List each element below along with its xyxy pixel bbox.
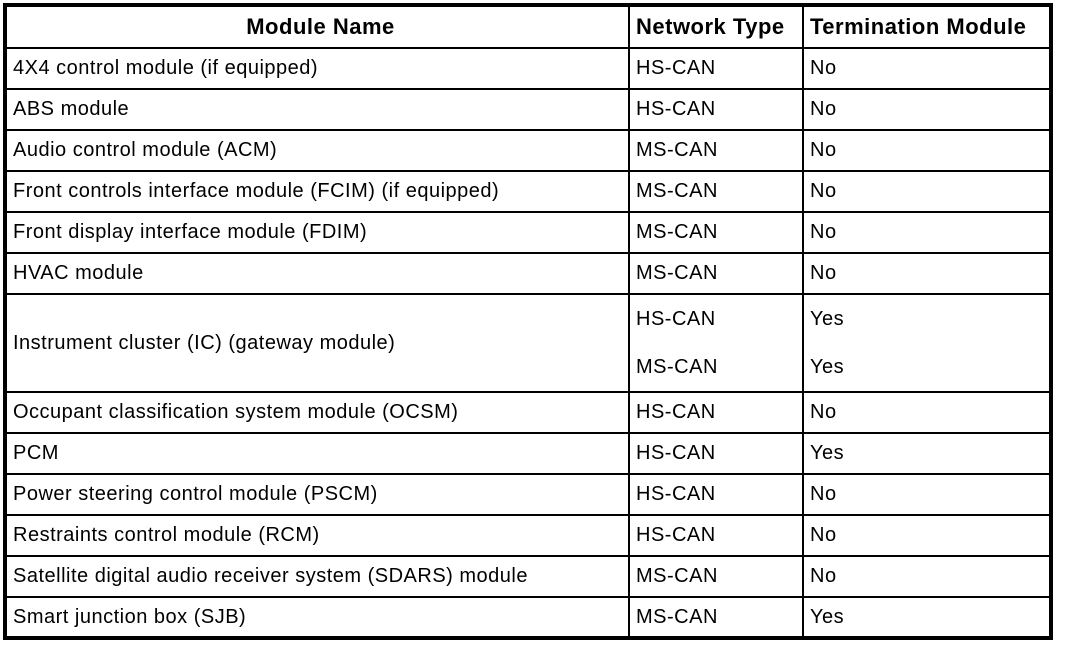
cell-line: HS-CAN xyxy=(636,307,716,330)
cell-line: HS-CAN xyxy=(636,524,716,546)
module-name-cell: Satellite digital audio receiver system (SDARS) module xyxy=(5,556,629,597)
network-type-cell xyxy=(629,130,803,171)
module-name-cell: 4X4 control module (if equipped) xyxy=(5,48,629,89)
module-name-cell: Instrument cluster (IC) (gateway module) xyxy=(5,294,629,392)
table-row xyxy=(5,171,1051,212)
module-name-cell: Smart junction box (SJB) xyxy=(5,597,629,638)
module-name-cell: HVAC module xyxy=(5,253,629,294)
module-name-cell: ABS module xyxy=(5,89,629,130)
table-row xyxy=(5,294,1051,392)
termination-module-cell xyxy=(803,474,1051,515)
table-row xyxy=(5,597,1051,638)
cell-line: MS-CAN xyxy=(636,180,718,202)
table-row xyxy=(5,433,1051,474)
module-name-cell: Occupant classification system module (OCSM) xyxy=(5,392,629,433)
cell-line: No xyxy=(810,221,837,243)
cell-line: No xyxy=(810,524,837,546)
network-type-cell xyxy=(629,294,803,392)
network-type-cell xyxy=(629,253,803,294)
cell-line: MS-CAN xyxy=(636,221,718,243)
cell-line: No xyxy=(810,565,837,587)
cell-line: HS-CAN xyxy=(636,98,716,120)
cell-line: Yes xyxy=(810,307,845,330)
table-row xyxy=(5,212,1051,253)
header-row xyxy=(5,5,1051,48)
network-type-cell xyxy=(629,89,803,130)
module-name-cell: Restraints control module (RCM) xyxy=(5,515,629,556)
cell-line: No xyxy=(810,57,837,79)
can-module-table xyxy=(3,3,1053,640)
termination-module-cell xyxy=(803,212,1051,253)
cell-line: Yes xyxy=(810,355,845,378)
header-module-name: Module Name xyxy=(5,5,629,48)
cell-line: No xyxy=(810,139,837,161)
network-type-cell xyxy=(629,597,803,638)
termination-module-cell xyxy=(803,556,1051,597)
termination-module-cell xyxy=(803,597,1051,638)
cell-line: MS-CAN xyxy=(636,262,718,284)
cell-line: No xyxy=(810,483,837,505)
table-row xyxy=(5,89,1051,130)
header-network-type: Network Type xyxy=(629,5,803,48)
termination-module-cell xyxy=(803,89,1051,130)
module-name-cell: Front display interface module (FDIM) xyxy=(5,212,629,253)
network-type-cell xyxy=(629,433,803,474)
cell-line: MS-CAN xyxy=(636,565,718,587)
module-name-cell: Power steering control module (PSCM) xyxy=(5,474,629,515)
network-type-cell xyxy=(629,392,803,433)
module-table-body xyxy=(5,48,1051,638)
cell-line: HS-CAN xyxy=(636,483,716,505)
table-row xyxy=(5,556,1051,597)
network-type-cell xyxy=(629,48,803,89)
table-row xyxy=(5,392,1051,433)
termination-module-cell xyxy=(803,253,1051,294)
cell-line: HS-CAN xyxy=(636,442,716,464)
cell-line: HS-CAN xyxy=(636,57,716,79)
cell-line: Yes xyxy=(810,605,845,628)
network-type-cell xyxy=(629,171,803,212)
module-name-cell: PCM xyxy=(5,433,629,474)
module-name-cell: Front controls interface module (FCIM) (if equipped) xyxy=(5,171,629,212)
termination-module-cell xyxy=(803,130,1051,171)
cell-line: MS-CAN xyxy=(636,355,718,378)
cell-line: MS-CAN xyxy=(636,139,718,161)
cell-line: No xyxy=(810,180,837,202)
termination-module-cell xyxy=(803,392,1051,433)
cell-line: HS-CAN xyxy=(636,401,716,423)
network-type-cell xyxy=(629,556,803,597)
table-row xyxy=(5,130,1051,171)
termination-module-cell xyxy=(803,515,1051,556)
cell-line: No xyxy=(810,98,837,120)
table-row xyxy=(5,48,1051,89)
module-name-cell: Audio control module (ACM) xyxy=(5,130,629,171)
table-row xyxy=(5,253,1051,294)
termination-module-cell xyxy=(803,294,1051,392)
table-row xyxy=(5,515,1051,556)
termination-module-cell xyxy=(803,171,1051,212)
cell-line: No xyxy=(810,262,837,284)
network-type-cell xyxy=(629,515,803,556)
network-type-cell xyxy=(629,474,803,515)
cell-line: MS-CAN xyxy=(636,605,718,628)
termination-module-cell xyxy=(803,433,1051,474)
table-row xyxy=(5,474,1051,515)
cell-line: Yes xyxy=(810,442,845,464)
termination-module-cell xyxy=(803,48,1051,89)
network-type-cell xyxy=(629,212,803,253)
header-termination-module: Termination Module xyxy=(803,5,1051,48)
cell-line: No xyxy=(810,401,837,423)
